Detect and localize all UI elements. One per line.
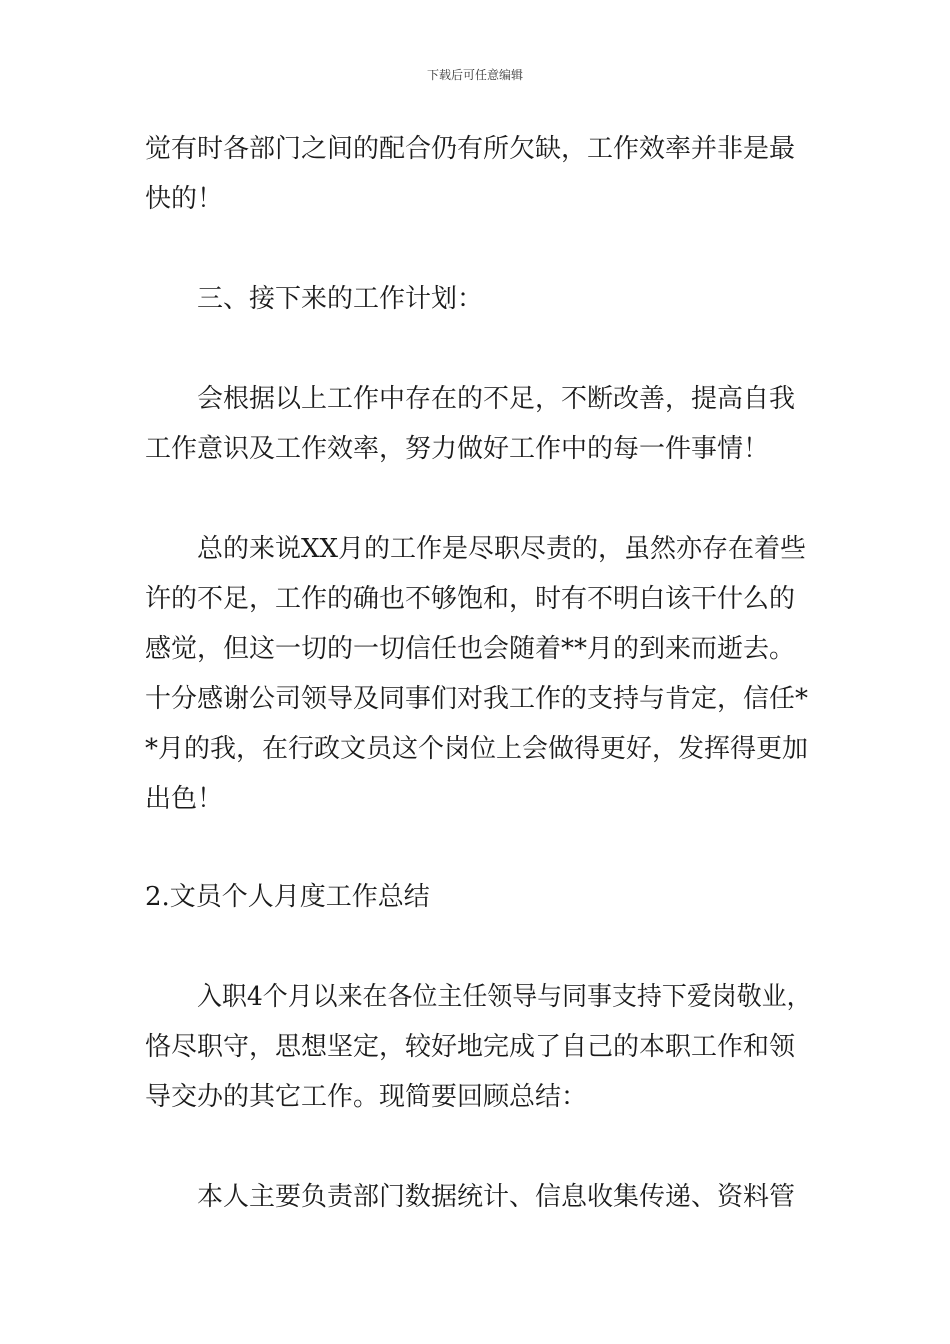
text-line: 出色！	[145, 784, 224, 814]
text-line: 十分感谢公司领导及同事们对我工作的支持与肯定，信任*	[145, 684, 809, 714]
text-line: 导交办的其它工作。现简要回顾总结：	[145, 1082, 588, 1112]
text-line: 快的！	[145, 184, 224, 214]
page-header: 下载后可任意编辑	[426, 68, 523, 82]
article-title: 2.文员个人月度工作总结	[145, 882, 430, 912]
section-heading: 三、接下来的工作计划：	[197, 284, 484, 314]
text-line: 许的不足，工作的确也不够饱和，时有不明白该干什么的	[145, 584, 796, 614]
text-line: 感觉，但这一切的一切信任也会随着**月的到来而逝去。	[145, 634, 796, 664]
text-line: *月的我，在行政文员这个岗位上会做得更好，发挥得更加	[145, 734, 809, 764]
text-line: 总的来说XX月的工作是尽职尽责的，虽然亦存在着些	[197, 534, 807, 564]
text-line: 工作意识及工作效率，努力做好工作中的每一件事情！	[145, 434, 770, 464]
text-line: 入职4个月以来在各位主任领导与同事支持下爱岗敬业，	[197, 982, 812, 1012]
text-line: 本人主要负责部门数据统计、信息收集传递、资料管	[197, 1182, 796, 1212]
text-line: 会根据以上工作中存在的不足，不断改善，提高自我	[197, 384, 796, 414]
text-line: 恪尽职守，思想坚定，较好地完成了自己的本职工作和领	[145, 1032, 796, 1062]
text-line: 觉有时各部门之间的配合仍有所欠缺，工作效率并非是最	[145, 134, 796, 164]
